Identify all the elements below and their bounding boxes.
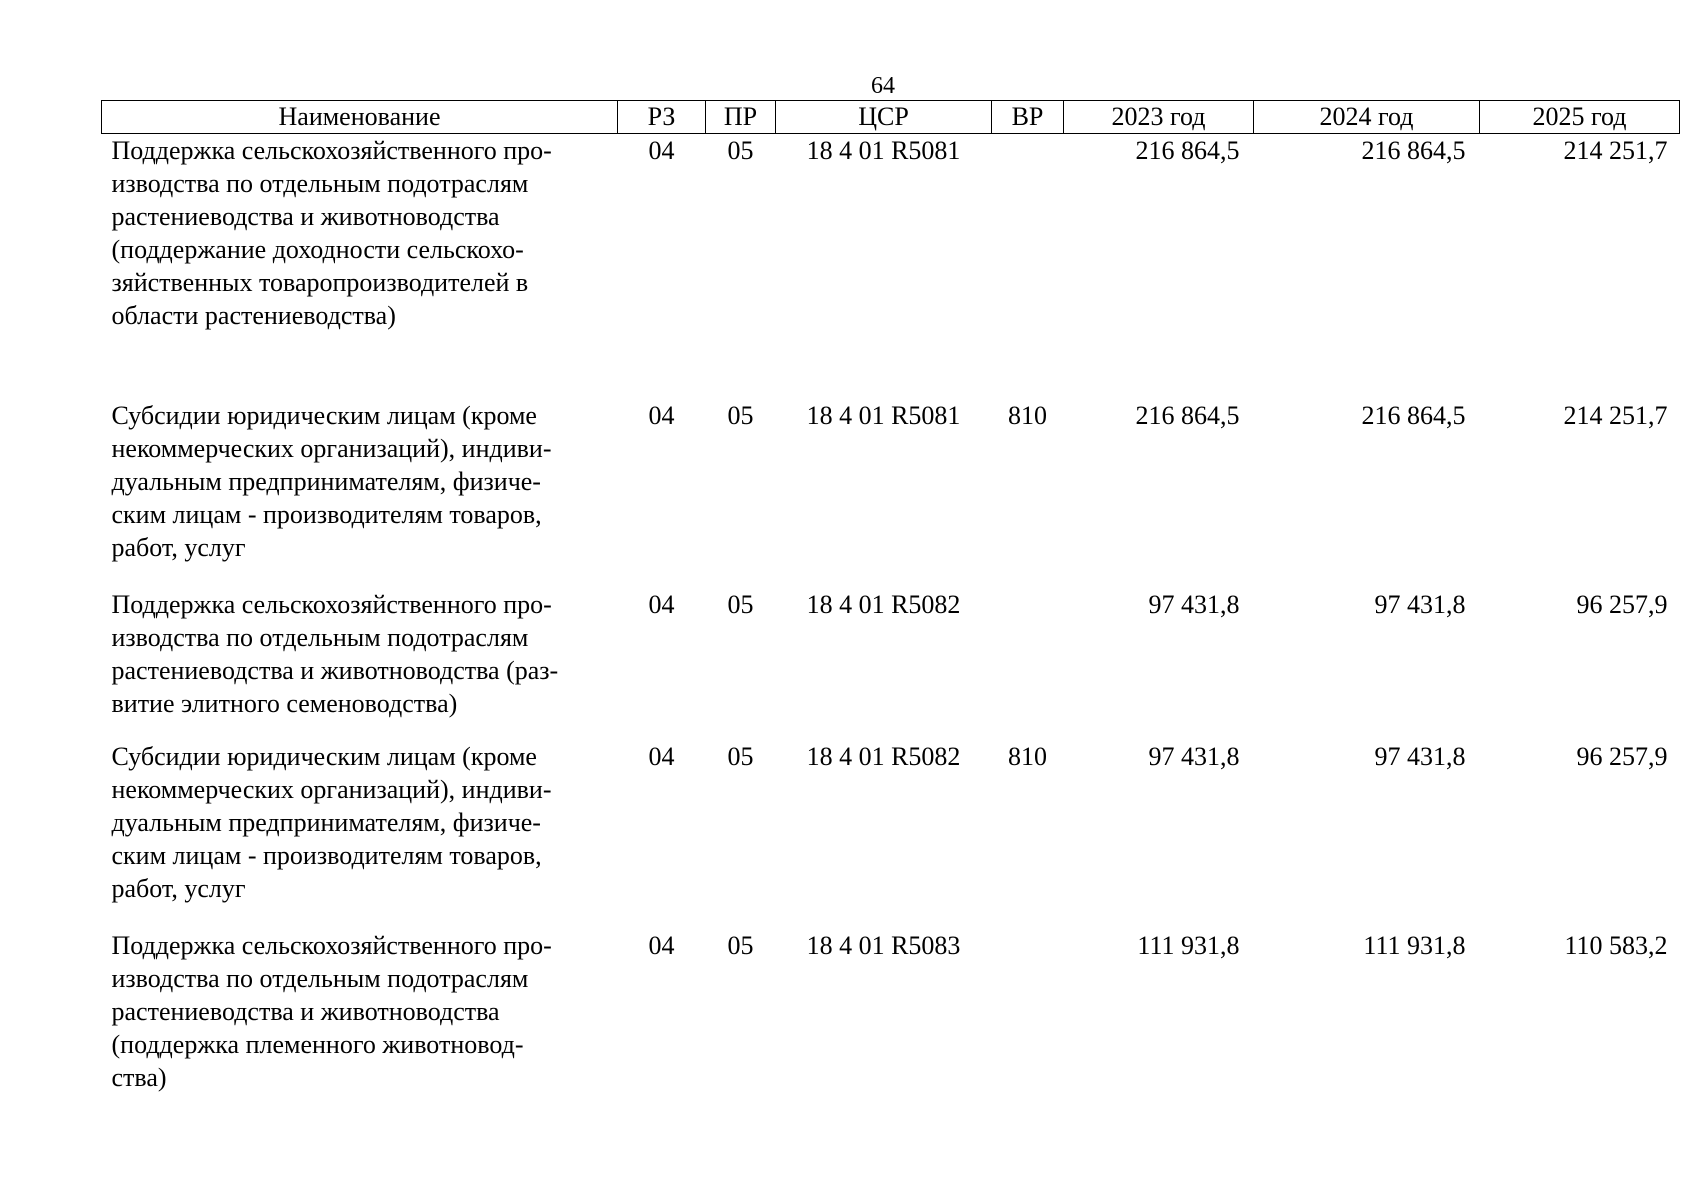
row-name-line: изводства по отдельным подотраслям	[111, 964, 529, 993]
row-pr: 05	[727, 590, 754, 619]
row-name-line: растениеводства и животноводства (раз-	[111, 656, 559, 685]
row-name-line: Поддержка сельскохозяйственного про-	[111, 590, 552, 619]
row-name-line: Субсидии юридическим лицам (кроме	[111, 401, 537, 430]
header-rz: РЗ	[618, 101, 706, 134]
page-number: 64	[871, 73, 895, 99]
budget-table	[101, 100, 1680, 1094]
row-name-line: Субсидии юридическим лицам (кроме	[111, 742, 537, 771]
header-row	[102, 101, 1680, 134]
row-vr	[992, 929, 1064, 1094]
table-row	[102, 588, 1680, 740]
row-csr: 18 4 01 R5083	[806, 931, 961, 960]
row-2025: 214 251,7	[1563, 136, 1668, 165]
row-name-line: ства)	[111, 1063, 167, 1092]
row-name-cell	[102, 399, 618, 588]
table-body	[102, 134, 1680, 1095]
row-rz: 04	[648, 136, 675, 165]
header-2024: 2024 год	[1254, 101, 1480, 134]
row-2025: 110 583,2	[1564, 931, 1668, 960]
table-row	[102, 134, 1680, 400]
row-name-line: Поддержка сельскохозяйственного про-	[111, 931, 552, 960]
row-name-line: растениеводства и животноводства	[111, 997, 500, 1026]
table-header	[102, 101, 1680, 134]
row-name-cell	[102, 740, 618, 929]
row-2025: 96 257,9	[1576, 590, 1668, 619]
row-pr: 05	[727, 931, 754, 960]
row-name-line: области растениеводства)	[111, 301, 396, 330]
row-2024: 97 431,8	[1374, 590, 1466, 619]
row-pr: 05	[727, 136, 754, 165]
row-rz: 04	[648, 931, 675, 960]
row-name-line: изводства по отдельным подотраслям	[111, 623, 529, 652]
row-vr: 810	[1008, 401, 1047, 430]
row-name-cell	[102, 134, 618, 400]
row-vr	[992, 588, 1064, 740]
row-rz: 04	[648, 742, 675, 771]
row-2025: 96 257,9	[1576, 742, 1668, 771]
row-name-cell	[102, 588, 618, 740]
row-2025: 214 251,7	[1563, 401, 1668, 430]
table-row	[102, 740, 1680, 929]
row-name-line: (поддержка племенного животновод-	[111, 1030, 524, 1059]
row-2024: 97 431,8	[1374, 742, 1466, 771]
header-2025: 2025 год	[1480, 101, 1680, 134]
header-csr: ЦСР	[776, 101, 992, 134]
row-csr: 18 4 01 R5081	[806, 136, 961, 165]
row-vr: 810	[1008, 742, 1047, 771]
row-name-cell	[102, 929, 618, 1094]
header-name: Наименование	[102, 101, 618, 134]
row-name-line: дуальным предпринимателям, физиче-	[111, 467, 541, 496]
row-name-line: ским лицам - производителям товаров,	[111, 500, 542, 529]
row-name-line: некоммерческих организаций), индиви-	[111, 434, 552, 463]
row-vr	[992, 134, 1064, 400]
row-2023: 97 431,8	[1148, 590, 1240, 619]
row-name-line: витие элитного семеноводства)	[111, 689, 458, 718]
row-name-line: изводства по отдельным подотраслям	[111, 169, 529, 198]
row-name-line: Поддержка сельскохозяйственного про-	[111, 136, 552, 165]
row-2023: 216 864,5	[1135, 401, 1240, 430]
row-pr: 05	[727, 401, 754, 430]
table-row	[102, 929, 1680, 1094]
row-rz: 04	[648, 590, 675, 619]
row-name-line: (поддержание доходности сельскохо-	[111, 235, 524, 264]
row-name-line: зяйственных товаропроизводителей в	[111, 268, 529, 297]
row-pr: 05	[727, 742, 754, 771]
row-2024: 111 931,8	[1363, 931, 1466, 960]
row-name-line: работ, услуг	[111, 533, 246, 562]
header-pr: ПР	[706, 101, 776, 134]
row-2023: 111 931,8	[1137, 931, 1240, 960]
row-csr: 18 4 01 R5081	[806, 401, 961, 430]
row-2024: 216 864,5	[1361, 401, 1466, 430]
row-name-line: ским лицам - производителям товаров,	[111, 841, 542, 870]
row-2023: 216 864,5	[1135, 136, 1240, 165]
header-vr: ВР	[992, 101, 1064, 134]
table-row	[102, 399, 1680, 588]
row-name-line: некоммерческих организаций), индиви-	[111, 775, 552, 804]
row-name-line: работ, услуг	[111, 874, 246, 903]
header-2023: 2023 год	[1064, 101, 1254, 134]
row-rz: 04	[648, 401, 675, 430]
row-name-line: дуальным предпринимателям, физиче-	[111, 808, 541, 837]
row-csr: 18 4 01 R5082	[806, 590, 961, 619]
row-name-line: растениеводства и животноводства	[111, 202, 500, 231]
row-2023: 97 431,8	[1148, 742, 1240, 771]
row-2024: 216 864,5	[1361, 136, 1466, 165]
row-csr: 18 4 01 R5082	[806, 742, 961, 771]
